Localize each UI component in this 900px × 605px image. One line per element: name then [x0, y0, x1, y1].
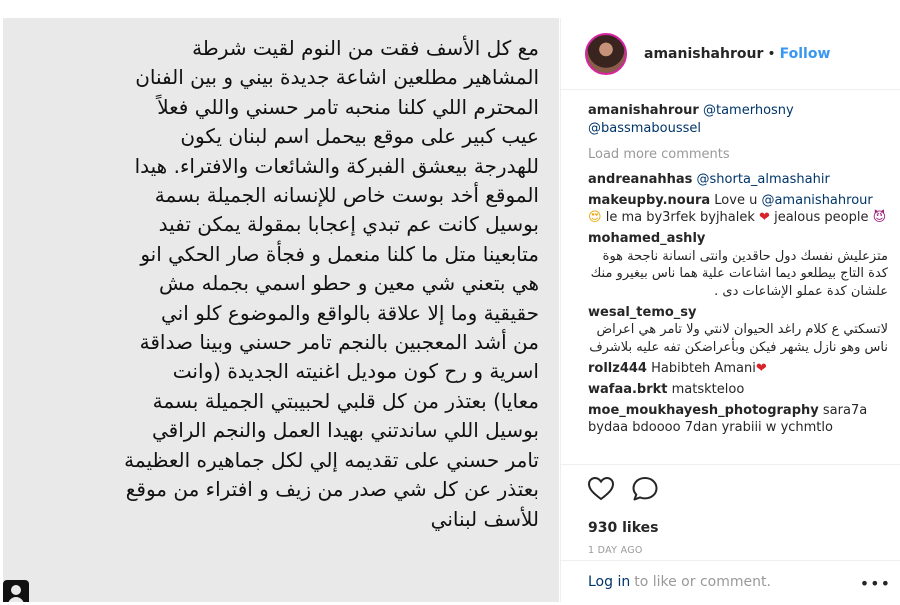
comment-text: le ma by3rfek byjhalek	[605, 210, 755, 225]
avatar[interactable]	[585, 33, 627, 75]
comment-text: matskteloo	[671, 381, 745, 397]
comment-item	[588, 304, 888, 357]
comment-item	[588, 402, 888, 437]
red-heart-icon: ❤	[755, 360, 767, 376]
speech-bubble-icon[interactable]	[631, 475, 659, 503]
comment-item	[588, 360, 888, 378]
post-side-panel	[560, 18, 900, 602]
post-timestamp: 1 DAY AGO	[588, 545, 643, 556]
comment-item	[588, 381, 888, 399]
likes-count[interactable]: 930 likes	[588, 520, 659, 536]
devil-emoji-icon: 😈	[872, 210, 887, 225]
follow-button[interactable]: Follow	[779, 45, 831, 62]
comment-username[interactable]: wesal_temo_sy	[588, 304, 697, 320]
caption	[588, 102, 888, 137]
comment-item	[588, 192, 888, 227]
comments-list[interactable]	[588, 102, 888, 464]
comment-item	[588, 230, 888, 300]
comment-text: Love u	[714, 192, 758, 208]
login-footer	[561, 560, 900, 602]
caption-username[interactable]: amanishahrour	[588, 103, 699, 118]
comment-text: Habibteh Amani	[651, 360, 756, 376]
user-tag-icon[interactable]	[3, 580, 29, 602]
post-actions	[561, 464, 900, 560]
login-prompt-text: to like or comment.	[634, 573, 771, 590]
comment-username[interactable]: moe_moukhayesh_photography	[588, 402, 819, 418]
header-separator: •	[767, 45, 776, 62]
more-options-icon[interactable]: •••	[859, 574, 891, 593]
comment-mention[interactable]: @amanishahrour	[761, 192, 873, 208]
comment-text: لاتسكتي ع كلام راغد الحيوان لانتي ولا تامر هي اعراض ناس وهو نازل يشهر فيكن وبأعراضكن تفه عليه بلاشرف	[589, 322, 888, 355]
comment-mention[interactable]: @shorta_almashahir	[696, 171, 830, 187]
comment-username[interactable]: mohamed_ashly	[588, 231, 706, 246]
heart-eyes-emoji-icon: 😍	[588, 210, 602, 225]
comment-text: متزعليش نفسك دول حاقدين وانتى انسانة ناجحة هوة كدة التاج بيطلعو ديما اشاعات علية هما ناس بيغيرو منك علشان كدة عملو الإشاعات دى .	[590, 248, 888, 299]
caption-mention[interactable]: @tamerhosny	[702, 103, 794, 118]
comment-item	[588, 171, 888, 189]
post-image-text: مع كل الأسف فقت من النوم لقيت شرطة المشاهير مطلعين اشاعة جديدة بيني و بين الفنان المحترم اللي كلنا منحبه تامر حسني واللي فعلاً عيب كبير على موقع بيحمل اسم لبنان يكون للهدرجة بيعشق الفبركة والشائعات والافتراء. هيدا الموقع أخد بوست خاص للإنسانه الجميلة بسمة بوسيل كانت عم تبدي إعجابا بمقولة يمكن تفيد متابعينا متل ما كلنا منعمل و فجأة صار الحكي انو هي بتعني شي معين و حطو اسمي بجمله مش حقيقية وما إلا علاقة بالواقع والموضوع كلو اني من أشد المعجبين بالنجم تامر حسني وبينا صداقة اسرية و رح كون موديل اغنيته الجديدة (وانت معايا) بعتذر من كل قلبي لحبيبتي الجميلة بسمة بوسيل اللي ساندتني بهيدا العمل والنجم الراقي تامر حسني على تقديمه إلي لكل جماهيره العظيمة بعتذر عن كل شي صدر من زيف و افتراء من موقع للأسف لبناني	[124, 36, 539, 531]
login-link[interactable]: Log in	[588, 573, 631, 590]
comment-username[interactable]: wafaa.brkt	[588, 381, 668, 397]
load-more-comments-button[interactable]: Load more comments	[588, 147, 730, 162]
heart-outline-icon[interactable]	[587, 475, 615, 503]
comment-username[interactable]: andreanahhas	[588, 171, 693, 187]
caption-mention[interactable]: @bassmaboussel	[588, 120, 701, 136]
comment-text: sara7a bydaa bdoooo 7dan yrabiii w ychmtlo	[588, 402, 868, 435]
post-image[interactable]	[3, 18, 559, 602]
red-heart-icon: ❤	[759, 210, 770, 225]
comment-username[interactable]: makeupby.noura	[588, 192, 711, 208]
header-username[interactable]: amanishahrour	[644, 45, 764, 62]
comment-text: jealous people	[774, 210, 869, 225]
comment-username[interactable]: rollz444	[588, 360, 647, 376]
post-header	[561, 18, 900, 90]
